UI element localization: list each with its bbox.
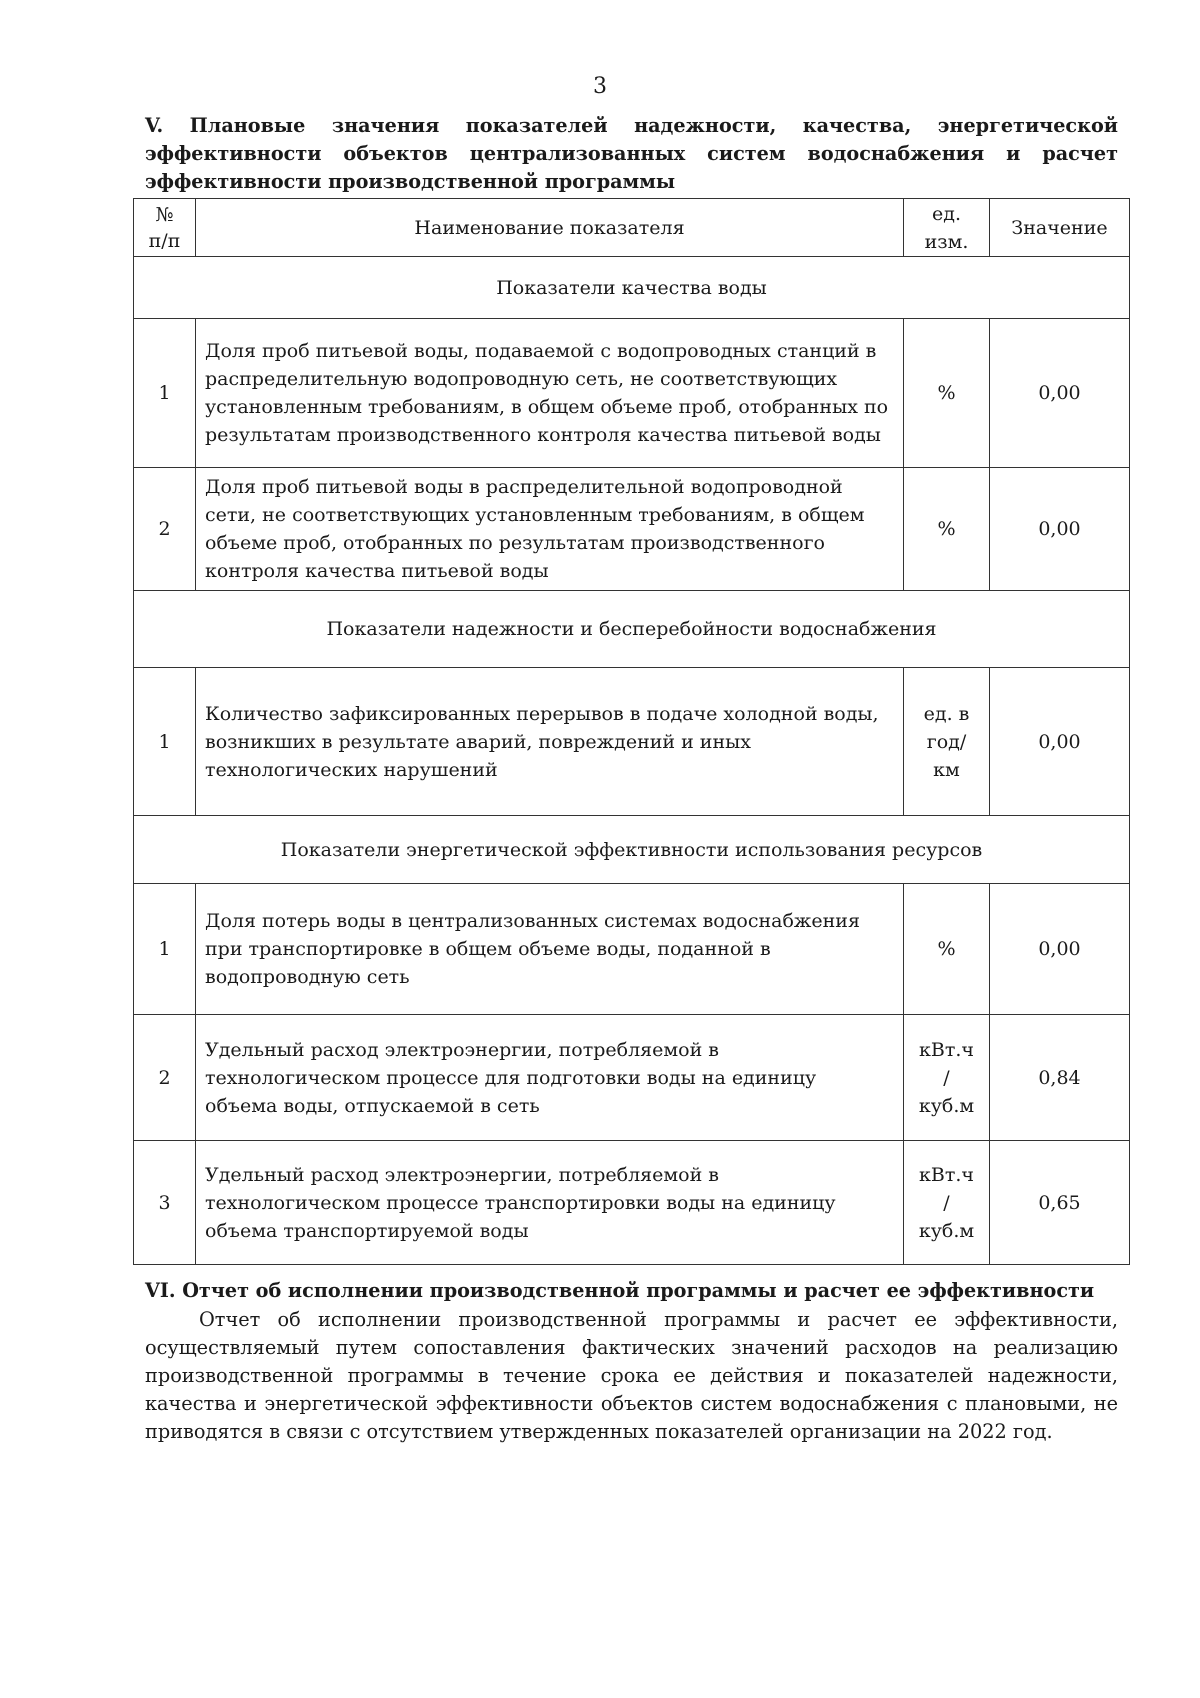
row-value: 0,00 [990,468,1130,591]
row-unit: % [904,319,990,468]
header-unit: ед. изм. [904,199,990,257]
group-title: Показатели качества воды [134,257,1130,319]
row-name: Доля проб питьевой воды, подаваемой с водопроводных станций в распределительную водопроводную сеть, не соответствующих установленным требованиям, в общем объеме проб, отобранных по результатам производственного контроля качества питьевой воды [196,319,904,468]
group-row-quality [134,257,1130,319]
header-name: Наименование показателя [196,199,904,257]
indicators-table [133,198,1130,1265]
header-value: Значение [990,199,1130,257]
table-header-row [134,199,1130,257]
row-value: 0,00 [990,884,1130,1015]
row-unit: % [904,468,990,591]
row-num: 1 [134,668,196,816]
table-row [134,319,1130,468]
row-name: Количество зафиксированных перерывов в подаче холодной воды, возникших в результате аварий, повреждений и иных технологических нарушений [196,668,904,816]
row-value: 0,00 [990,319,1130,468]
row-num: 2 [134,1015,196,1141]
row-num: 1 [134,884,196,1015]
section-v-title: V. Плановые значения показателей надежности, качества, энергетической эффективности объектов централизованных систем водоснабжения и расчет эффективности производственной программы [145,114,1118,193]
group-row-energy [134,816,1130,884]
row-num: 1 [134,319,196,468]
table-row [134,668,1130,816]
row-name: Удельный расход электроэнергии, потребляемой в технологическом процессе транспортировки воды на единицу объема транспортируемой воды [196,1141,904,1265]
row-value: 0,84 [990,1015,1130,1141]
row-unit: кВт.ч / куб.м [904,1141,990,1265]
group-title: Показатели энергетической эффективности использования ресурсов [134,816,1130,884]
table-row [134,468,1130,591]
section-vi-title: VI. Отчет об исполнении производственной программы и расчет ее эффективности [145,1279,1095,1302]
row-num: 3 [134,1141,196,1265]
row-name: Удельный расход электроэнергии, потребляемой в технологическом процессе для подготовки воды на единицу объема воды, отпускаемой в сеть [196,1015,904,1141]
table-row [134,884,1130,1015]
page-number: 3 [593,74,607,99]
row-unit: кВт.ч / куб.м [904,1015,990,1141]
table-row [134,1015,1130,1141]
row-value: 0,65 [990,1141,1130,1265]
table-row [134,1141,1130,1265]
section-vi-body: Отчет об исполнении производственной программы и расчет ее эффективности, осуществляемый путем сопоставления фактических значений расходов на реализацию производственной программы в течение срока ее действия и показателей надежности, качества и энергетической эффективности объектов систем водоснабжения с плановыми, не приводятся в связи с отсутствием утвержденных показателей организации на 2022 год. [145,1308,1118,1443]
row-name: Доля потерь воды в централизованных системах водоснабжения при транспортировке в общем объеме воды, поданной в водопроводную сеть [196,884,904,1015]
row-name: Доля проб питьевой воды в распределительной водопроводной сети, не соответствующих установленным требованиям, в общем объеме проб, отобранных по результатам производственного контроля качества питьевой воды [196,468,904,591]
row-unit: ед. в год/ км [904,668,990,816]
row-unit: % [904,884,990,1015]
row-value: 0,00 [990,668,1130,816]
group-row-reliability [134,591,1130,668]
header-num: № п/п [134,199,196,257]
group-title: Показатели надежности и бесперебойности водоснабжения [134,591,1130,668]
row-num: 2 [134,468,196,591]
